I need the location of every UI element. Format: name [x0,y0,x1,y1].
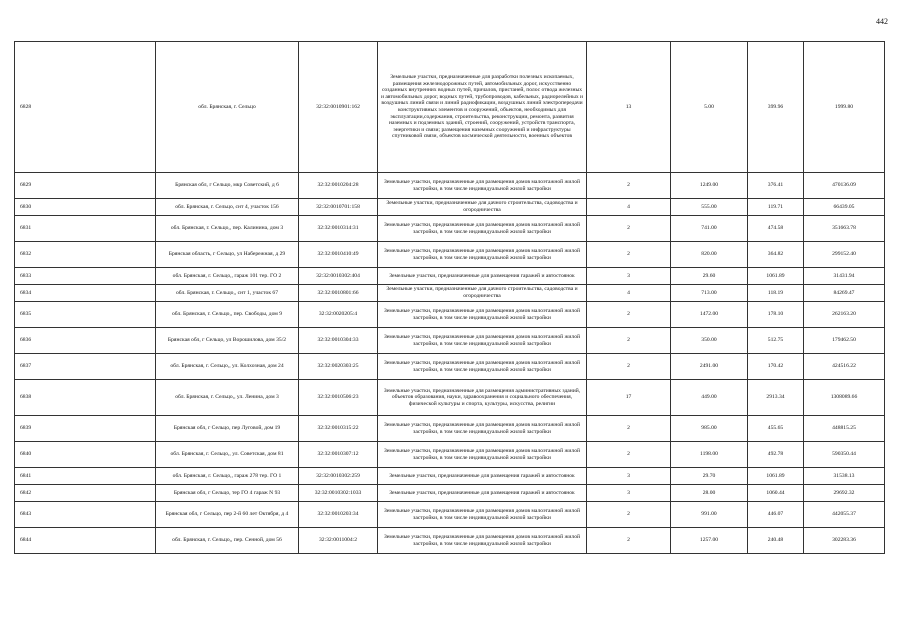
cadastral-number-cell: 32:32:0010315:22 [299,416,378,442]
table-row [15,173,885,199]
row-number-cell: 6836 [15,328,156,354]
table-row [15,485,885,502]
use-group-code-cell: 2 [587,502,671,528]
cadastral-value-cell: 470136.09 [804,173,885,199]
unit-value-cell: 399.96 [748,42,804,173]
land-use-cell: Земельные участки, предназначенные для размещения административных зданий, объектов образования, науки, здравоохранения и социального обеспечения, физической культуры и спорта, культуры, искусства, религии [378,380,587,416]
cadastral-value-cell: 299152.40 [804,242,885,268]
area-cell: 1249.00 [671,173,748,199]
area-cell: 713.00 [671,285,748,302]
table-row [15,528,885,554]
cadastral-number-cell: 32:32:0020303:25 [299,354,378,380]
table-row [15,328,885,354]
unit-value-cell: 170.42 [748,354,804,380]
cadastral-value-cell: 66439.05 [804,199,885,216]
cadastral-number-cell: 32:32:0010203:34 [299,502,378,528]
address-cell: обл. Брянская, г. Сельцо,, ул. Ленина, дом 3 [156,380,299,416]
address-cell: обл. Брянская, г. Сельцо,, пер. Свободы, дом 9 [156,302,299,328]
use-group-code-cell: 13 [587,42,671,173]
cadastral-value-cell: 262163.20 [804,302,885,328]
use-group-code-cell: 2 [587,328,671,354]
row-number-cell: 6834 [15,285,156,302]
address-cell: обл. Брянская, г. Сельцо,, гараж 278 тер. ГО 1 [156,468,299,485]
unit-value-cell: 512.75 [748,328,804,354]
cadastral-value-cell: 1308089.66 [804,380,885,416]
address-cell: Брянская обл, г Сельцо, пер 2-й 60 лет Октября, д 4 [156,502,299,528]
row-number-cell: 6831 [15,216,156,242]
cadastral-number-cell: 32:32:0010302:259 [299,468,378,485]
cadastral-number-cell: 32:32:0020205:4 [299,302,378,328]
table-row [15,42,885,173]
area-cell: 29.70 [671,468,748,485]
area-cell: 741.00 [671,216,748,242]
cadastral-value-cell: 302283.36 [804,528,885,554]
land-use-cell: Земельные участки, предназначенные для размещения домов малоэтажной жилой застройки, в том числе индивидуальной жилой застройки [378,173,587,199]
area-cell: 449.00 [671,380,748,416]
unit-value-cell: 492.78 [748,442,804,468]
cadastral-number-cell: 32:32:0010204:28 [299,173,378,199]
area-cell: 350.00 [671,328,748,354]
row-number-cell: 6830 [15,199,156,216]
land-use-cell: Земельные участки, предназначенные для размещения гаражей и автостоянок [378,485,587,502]
land-use-cell: Земельные участки, предназначенные для размещения домов малоэтажной жилой застройки, в том числе индивидуальной жилой застройки [378,528,587,554]
cadastral-number-cell: 32:32:0010304:33 [299,328,378,354]
table-row [15,199,885,216]
unit-value-cell: 1060.44 [748,485,804,502]
address-cell: обл. Брянская, г. Сельцо,, снт 1, участок 67 [156,285,299,302]
cadastral-value-cell: 424516.22 [804,354,885,380]
table-row [15,268,885,285]
cadastral-number-cell: 32:32:0010801:66 [299,285,378,302]
unit-value-cell: 1061.89 [748,468,804,485]
address-cell: Брянская обл, г Сельцо, тер ГО 4 гараж N 93 [156,485,299,502]
row-number-cell: 6844 [15,528,156,554]
cadastral-value-cell: 31538.13 [804,468,885,485]
address-cell: обл. Брянская, г. Сельцо,, пер. Сенной, дом 56 [156,528,299,554]
unit-value-cell: 455.65 [748,416,804,442]
address-cell: обл. Брянская, г. Сельцо,, ул. Колхозная, дом 24 [156,354,299,380]
address-cell: обл. Брянская, г. Сельцо, снт 4, участок 156 [156,199,299,216]
table-row [15,380,885,416]
cadastral-value-cell: 1999.80 [804,42,885,173]
row-number-cell: 6828 [15,42,156,173]
use-group-code-cell: 2 [587,354,671,380]
row-number-cell: 6841 [15,468,156,485]
table-row [15,354,885,380]
area-cell: 985.00 [671,416,748,442]
use-group-code-cell: 2 [587,416,671,442]
unit-value-cell: 2913.34 [748,380,804,416]
cadastral-value-cell: 84269.47 [804,285,885,302]
land-use-cell: Земельные участки, предназначенные для размещения домов малоэтажной жилой застройки, в том числе индивидуальной жилой застройки [378,502,587,528]
land-use-cell: Земельные участки, предназначенные для размещения гаражей и автостоянок [378,268,587,285]
area-cell: 820.00 [671,242,748,268]
cadastral-value-cell: 351663.78 [804,216,885,242]
address-cell: обл. Брянская, г. Сельцо,, ул. Советская, дом 81 [156,442,299,468]
table-row [15,502,885,528]
cadastral-value-cell: 448815.25 [804,416,885,442]
cadastral-number-cell: 32:32:0010307:12 [299,442,378,468]
use-group-code-cell: 4 [587,199,671,216]
area-cell: 1257.00 [671,528,748,554]
cadastral-number-cell: 32:32:0010314:31 [299,216,378,242]
area-cell: 555.00 [671,199,748,216]
use-group-code-cell: 2 [587,302,671,328]
use-group-code-cell: 2 [587,528,671,554]
land-use-cell: Земельные участки, предназначенные для размещения домов малоэтажной жилой застройки, в том числе индивидуальной жилой застройки [378,302,587,328]
cadastral-number-cell: 32:32:0010302:1033 [299,485,378,502]
use-group-code-cell: 2 [587,216,671,242]
use-group-code-cell: 3 [587,468,671,485]
unit-value-cell: 240.48 [748,528,804,554]
table-row [15,242,885,268]
area-cell: 28.00 [671,485,748,502]
cadastral-value-table [14,41,885,554]
cadastral-number-cell: 32:32:0011004:2 [299,528,378,554]
unit-value-cell: 376.41 [748,173,804,199]
table-row [15,216,885,242]
cadastral-value-cell: 29692.32 [804,485,885,502]
unit-value-cell: 474.58 [748,216,804,242]
cadastral-number-cell: 32:32:0010506:23 [299,380,378,416]
table-row [15,468,885,485]
cadastral-value-cell: 179462.50 [804,328,885,354]
address-cell: Брянская область, г Сельцо, ул Набережная, д 29 [156,242,299,268]
use-group-code-cell: 4 [587,285,671,302]
cadastral-number-cell: 32:32:0010901:162 [299,42,378,173]
area-cell: 991.00 [671,502,748,528]
land-use-cell: Земельные участки, предназначенные для размещения домов малоэтажной жилой застройки, в том числе индивидуальной жилой застройки [378,216,587,242]
cadastral-value-cell: 442055.37 [804,502,885,528]
page-number: 442 [876,17,888,26]
use-group-code-cell: 2 [587,173,671,199]
address-cell: обл. Брянская, г. Сельцо,, пер. Калинина, дом 3 [156,216,299,242]
row-number-cell: 6843 [15,502,156,528]
row-number-cell: 6833 [15,268,156,285]
table-row [15,302,885,328]
address-cell: обл. Брянская, г. Сельцо,, гараж 101 тер. ГО 2 [156,268,299,285]
land-use-cell: Земельные участки, предназначенные для разработки полезных ископаемых, размещения железнодорожных путей, автомобильных дорог, искусственно созданных внутренних водных путей, причалов, пристаней, полос отвода железных и автомобильных дорог, водных путей, трубопроводов, кабельных, радиорелейных и воздушных линий связи и линий радиофикации, воздушных линий электропередачи конструктивных элементов и сооружений, объектов, необходимых для эксплуатации,содержания, строительства, реконструкции, ремонта, развития наземных и подземных зданий, строений, сооружений, устройств транспорта, энергетики и связи; размещения наземных сооружений и инфраструктуры спутниковой связи, объектов космической деятельности, военных объектов [378,42,587,173]
row-number-cell: 6835 [15,302,156,328]
cadastral-number-cell: 32:32:0010701:158 [299,199,378,216]
area-cell: 1472.00 [671,302,748,328]
cadastral-value-cell: 590350.44 [804,442,885,468]
row-number-cell: 6829 [15,173,156,199]
address-cell: Брянская обл, г Сельцо, ул Ворошилова, дом 35/2 [156,328,299,354]
use-group-code-cell: 3 [587,485,671,502]
table-body [15,42,885,554]
land-use-cell: Земельные участки, предназначенные для размещения домов малоэтажной жилой застройки, в том числе индивидуальной жилой застройки [378,354,587,380]
use-group-code-cell: 2 [587,442,671,468]
row-number-cell: 6840 [15,442,156,468]
unit-value-cell: 446.07 [748,502,804,528]
land-use-cell: Земельные участки, предназначенные для размещения гаражей и автостоянок [378,468,587,485]
area-cell: 1198.00 [671,442,748,468]
land-use-cell: Земельные участки, предназначенные для размещения домов малоэтажной жилой застройки, в том числе индивидуальной жилой застройки [378,442,587,468]
row-number-cell: 6838 [15,380,156,416]
land-use-cell: Земельные участки, предназначенные для размещения домов малоэтажной жилой застройки, в том числе индивидуальной жилой застройки [378,416,587,442]
land-use-cell: Земельные участки, предназначенные для дачного строительства, садоводства и огородничества [378,199,587,216]
address-cell: обл. Брянская, г. Сельцо [156,42,299,173]
use-group-code-cell: 2 [587,242,671,268]
cadastral-number-cell: 32:32:0010410:49 [299,242,378,268]
table-row [15,285,885,302]
row-number-cell: 6832 [15,242,156,268]
use-group-code-cell: 17 [587,380,671,416]
row-number-cell: 6839 [15,416,156,442]
table-row [15,442,885,468]
cadastral-number-cell: 32:32:0010302:404 [299,268,378,285]
unit-value-cell: 119.71 [748,199,804,216]
row-number-cell: 6837 [15,354,156,380]
unit-value-cell: 1061.89 [748,268,804,285]
row-number-cell: 6842 [15,485,156,502]
land-use-cell: Земельные участки, предназначенные для размещения домов малоэтажной жилой застройки, в том числе индивидуальной жилой застройки [378,328,587,354]
area-cell: 29.60 [671,268,748,285]
address-cell: Брянская обл, г Сельцо, пер Луговой, дом 19 [156,416,299,442]
land-use-cell: Земельные участки, предназначенные для размещения домов малоэтажной жилой застройки, в том числе индивидуальной жилой застройки [378,242,587,268]
use-group-code-cell: 3 [587,268,671,285]
unit-value-cell: 178.10 [748,302,804,328]
table-row [15,416,885,442]
unit-value-cell: 364.82 [748,242,804,268]
address-cell: Брянская обл, г Сельцо, мкр Советский, д 6 [156,173,299,199]
unit-value-cell: 118.19 [748,285,804,302]
area-cell: 2491.00 [671,354,748,380]
area-cell: 5.00 [671,42,748,173]
cadastral-value-cell: 31431.94 [804,268,885,285]
land-use-cell: Земельные участки, предназначенные для дачного строительства, садоводства и огородничества [378,285,587,302]
